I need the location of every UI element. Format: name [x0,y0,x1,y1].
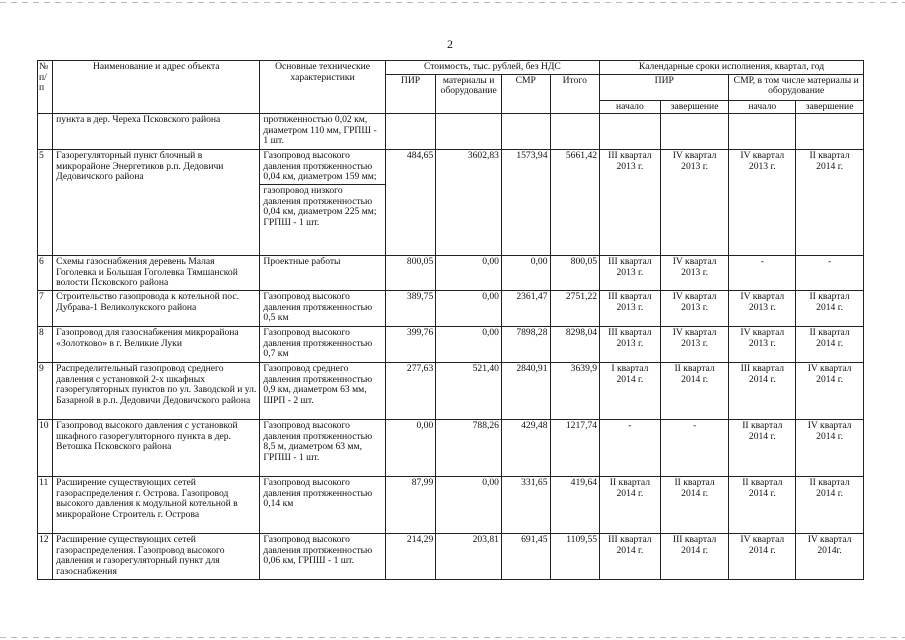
header-no: № п/п [38,61,53,114]
pir-start: III квартал 2014 г. [600,534,661,580]
smr-end: II квартал 2014 г. [796,150,864,256]
cost-pir: 399,76 [385,327,436,363]
scan-edge-bottom [0,637,905,638]
row-number: 11 [38,477,53,534]
smr-end: IV квартал 2014 г. [796,363,864,420]
table-row [38,256,864,291]
cost-materials: 788,26 [436,420,502,477]
object-name: Схемы газоснабжения деревень Малая Гоголевка и Большая Гоголевка Тямшанской волости Псковского района [53,256,260,291]
smr-start: II квартал 2014 г. [729,420,796,477]
object-name: Распределительный газопровод среднего давления с установкой 2-х шкафных газорегуляторных пунктов по ул. Заводской и ул. Базарной в р.п. Дедовичи Дедовичского района [53,363,260,420]
header-start-pir: начало [600,100,661,114]
cost-smr: 2361,47 [501,291,550,327]
row-number: 6 [38,256,53,291]
tech-characteristics [260,477,385,534]
pir-end: IV квартал 2013 г. [660,256,729,291]
smr-start: III квартал 2014 г. [729,363,796,420]
cost-total: 800,05 [550,256,600,291]
smr-end [796,114,864,150]
row-number: 5 [38,150,53,256]
smr-start: IV квартал 2014 г. [729,534,796,580]
row-number: 8 [38,327,53,363]
smr-end: IV квартал 2014г. [796,534,864,580]
pir-end: III квартал 2014 г. [660,534,729,580]
tech-line: Газопровод высокого давления протяженностью 0,06 км, ГРПШ - 1 шт. [263,534,373,567]
header-sched-pir: ПИР [600,74,729,100]
header-tech: Основные технические характеристики [260,61,385,114]
header-cost-group: Стоимость, тыс. рублей, без НДС [385,61,599,75]
pir-end: IV квартал 2013 г. [660,327,729,363]
tech-characteristics [260,534,385,580]
cost-smr: 2840,91 [501,363,550,420]
pir-start: I квартал 2014 г. [600,363,661,420]
cost-total: 3639,9 [550,363,600,420]
object-name: Расширение существующих сетей газораспределения. Газопровод высокого давления и газорегуляторный пункт для газоснабжения [53,534,260,580]
table-body [38,114,864,580]
cost-smr: 0,00 [501,256,550,291]
smr-end: II квартал 2014 г. [796,327,864,363]
tech-line: газопровод низкого давления протяженностью 0,04 км, диаметром 225 мм; ГРПШ - 1 шт. [260,184,384,228]
pir-start: III квартал 2013 г. [600,150,661,256]
pir-end: - [660,420,729,477]
row-number: 10 [38,420,53,477]
tech-line: Газопровод высокого давления протяженностью 0,04 км, диаметром 159 мм; [263,150,377,183]
cost-smr: 691,45 [501,534,550,580]
header-end-smr: завершение [796,100,864,114]
cost-pir: 0,00 [385,420,436,477]
smr-end: II квартал 2014 г. [796,477,864,534]
cost-pir: 87,99 [385,477,436,534]
cost-pir: 389,75 [385,291,436,327]
table-row [38,534,864,580]
object-name: Строительство газопровода к котельной пос. Дубрава-1 Великолукского района [53,291,260,327]
cost-materials: 521,40 [436,363,502,420]
table-row [38,150,864,256]
tech-characteristics [260,291,385,327]
row-number: 9 [38,363,53,420]
cost-pir: 484,65 [385,150,436,256]
smr-start: IV квартал 2013 г. [729,327,796,363]
tech-line: Газопровод высокого давления протяженностью 0,14 км [263,477,373,510]
tech-characteristics [260,363,385,420]
tech-line: Проектные работы [263,256,341,268]
table-row [38,420,864,477]
cost-materials: 0,00 [436,291,502,327]
tech-characteristics [260,114,385,150]
tech-line: протяженностью 0,02 км, диаметром 110 мм, ГРПШ - 1 шт. [263,114,377,147]
cost-pir: 277,63 [385,363,436,420]
tech-line: Газопровод высокого давления протяженностью 8,5 м, диаметром 63 мм, ГРПШ - 1 шт. [263,420,373,463]
pir-start: III квартал 2013 г. [600,327,661,363]
tech-characteristics [260,327,385,363]
scan-edge-top [0,2,905,3]
smr-start [729,114,796,150]
cost-total: 1109,55 [550,534,600,580]
tech-characteristics [260,420,385,477]
smr-end: II квартал 2014 г. [796,291,864,327]
pir-start: II квартал 2014 г. [600,477,661,534]
row-number: 7 [38,291,53,327]
header-schedule-group: Календарные сроки исполнения, квартал, год [600,61,864,75]
tech-line: Газопровод высокого давления протяженностью 0,7 км [263,327,373,360]
cost-materials: 3602,83 [436,150,502,256]
header-sched-smr: СМР, в том числе материалы и оборудование [729,74,864,100]
object-name: Газопровод для газоснабжения микрорайона «Золотково» в г. Великие Луки [53,327,260,363]
smr-start: IV квартал 2013 г. [729,150,796,256]
cost-materials: 0,00 [436,256,502,291]
cost-total: 8298,04 [550,327,600,363]
object-name: Расширение существующих сетей газораспределения г. Острова. Газопровод высокого давления к модульной котельной в микрорайоне Строитель г. Острова [53,477,260,534]
cost-smr [501,114,550,150]
cost-smr: 1573,94 [501,150,550,256]
pir-start: III квартал 2013 г. [600,256,661,291]
cost-smr: 331,65 [501,477,550,534]
object-name: пункта в дер. Череха Псковского района [53,114,260,150]
tech-characteristics [260,150,385,256]
objects-table [37,60,864,580]
pir-start [600,114,661,150]
tech-characteristics [260,256,385,291]
cost-pir [385,114,436,150]
smr-start: IV квартал 2013 г. [729,291,796,327]
cost-materials [436,114,502,150]
object-name: Газопровод высокого давления с установкой шкафного газорегуляторного пункта в дер. Ветошка Псковского района [53,420,260,477]
cost-smr: 7898,28 [501,327,550,363]
table-row [38,363,864,420]
page-number: 2 [447,37,453,51]
pir-end: IV квартал 2013 г. [660,291,729,327]
pir-end [660,114,729,150]
cost-materials: 0,00 [436,327,502,363]
cost-pir: 214,29 [385,534,436,580]
smr-end: IV квартал 2014 г. [796,420,864,477]
table-row [38,291,864,327]
table-row [38,477,864,534]
cost-materials: 0,00 [436,477,502,534]
cost-total: 2751,22 [550,291,600,327]
table-row [38,114,864,150]
smr-start: II квартал 2014 г. [729,477,796,534]
cost-total: 5661,42 [550,150,600,256]
header-materials: материалы и оборудование [436,74,502,114]
object-name: Газорегуляторный пункт блочный в микрорайоне Энергетиков р.п. Дедовичи Дедовичского района [53,150,260,256]
cost-materials: 203,81 [436,534,502,580]
row-number: 12 [38,534,53,580]
smr-end: - [796,256,864,291]
cost-total: 419,64 [550,477,600,534]
header-name: Наименование и адрес объекта [53,61,260,114]
pir-end: IV квартал 2013 г. [660,150,729,256]
header-smr: СМР [501,74,550,114]
pir-end: II квартал 2014 г. [660,477,729,534]
cost-pir: 800,05 [385,256,436,291]
table-row [38,327,864,363]
pir-end: II квартал 2014 г. [660,363,729,420]
cost-smr: 429,48 [501,420,550,477]
tech-line: Газопровод среднего давления протяженностью 0,9 км, диаметром 63 мм, ШРП - 2 шт. [263,363,373,406]
header-pir: ПИР [385,74,436,114]
cost-total: 1217,74 [550,420,600,477]
pir-start: III квартал 2013 г. [600,291,661,327]
tech-line: Газопровод высокого давления протяженностью 0,5 км [263,291,373,324]
header-start-smr: начало [729,100,796,114]
smr-start: - [729,256,796,291]
cost-total [550,114,600,150]
header-end-pir: завершение [660,100,729,114]
header-total: Итого [550,74,600,114]
row-number [38,114,53,150]
pir-start: - [600,420,661,477]
